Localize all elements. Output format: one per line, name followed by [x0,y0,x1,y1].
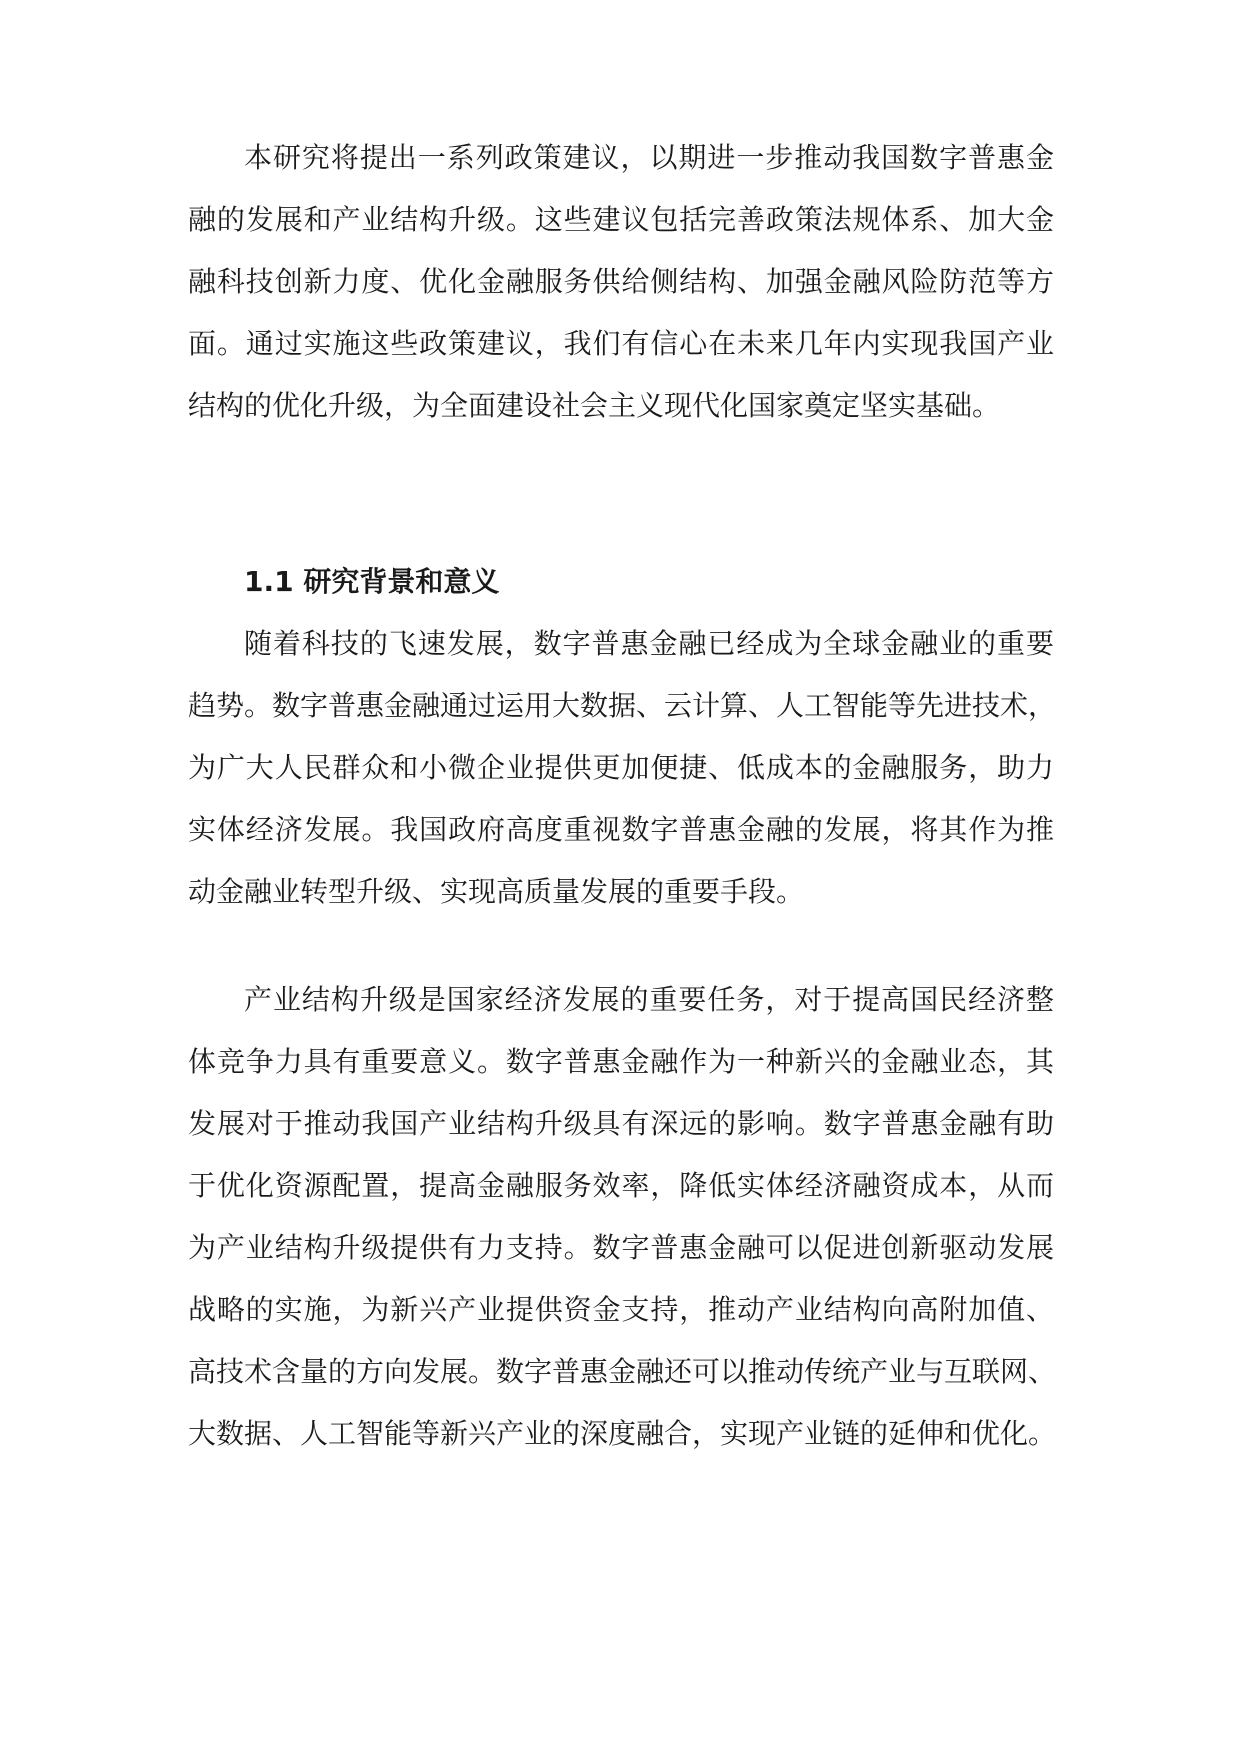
paragraph-line: 实体经济发展。我国政府高度重视数字普惠金融的发展，将其作为推 [188,813,1054,846]
paragraph-line: 结构的优化升级，为全面建设社会主义现代化国家奠定坚实基础。 [188,389,1001,422]
paragraph-line: 融科技创新力度、优化金融服务供给侧结构、加强金融风险防范等方 [188,265,1054,298]
paragraph-line: 动金融业转型升级、实现高质量发展的重要手段。 [188,875,805,908]
paragraph-line: 为广大人民群众和小微企业提供更加便捷、低成本的金融服务，助力 [188,751,1054,784]
paragraph-line: 本研究将提出一系列政策建议，以期进一步推动我国数字普惠金 [244,141,1054,174]
paragraph-line: 战略的实施，为新兴产业提供资金支持，推动产业结构向高附加值、 [188,1293,1054,1326]
paragraph-line: 面。通过实施这些政策建议，我们有信心在未来几年内实现我国产业 [188,327,1054,360]
paragraph-line: 于优化资源配置，提高金融服务效率，降低实体经济融资成本，从而 [188,1169,1054,1202]
paragraph-line: 大数据、人工智能等新兴产业的深度融合，实现产业链的延伸和优化。 [188,1417,1057,1450]
paragraph-line: 融的发展和产业结构升级。这些建议包括完善政策法规体系、加大金 [188,203,1054,236]
paragraph-line: 为产业结构升级提供有力支持。数字普惠金融可以促进创新驱动发展 [188,1231,1054,1264]
paragraph-line: 高技术含量的方向发展。数字普惠金融还可以推动传统产业与互联网、 [188,1355,1057,1388]
paragraph-line: 产业结构升级是国家经济发展的重要任务，对于提高国民经济整 [244,983,1054,1016]
paragraph-line: 发展对于推动我国产业结构升级具有深远的影响。数字普惠金融有助 [188,1107,1054,1140]
section-heading: 1.1 研究背景和意义 [244,565,500,598]
paragraph-line: 随着科技的飞速发展，数字普惠金融已经成为全球金融业的重要 [244,627,1054,660]
paragraph-line: 体竞争力具有重要意义。数字普惠金融作为一种新兴的金融业态，其 [188,1045,1054,1078]
paragraph-line: 趋势。数字普惠金融通过运用大数据、云计算、人工智能等先进技术， [188,689,1057,722]
